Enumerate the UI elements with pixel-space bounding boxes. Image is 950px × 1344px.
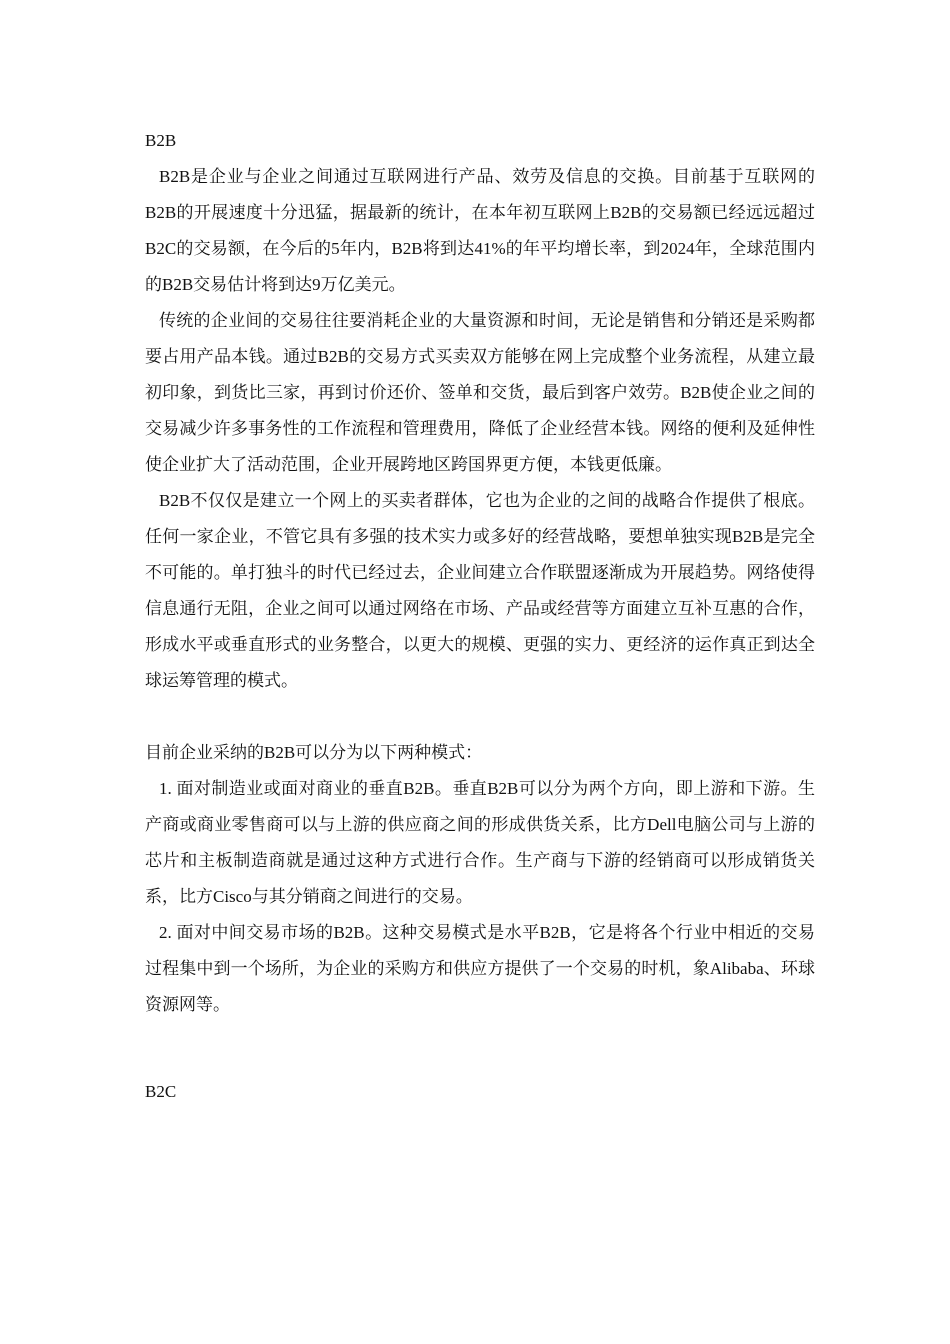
heading-b2b: B2B [145, 131, 177, 150]
list-item-mode-2: 2. 面对中间交易市场的B2B。这种交易模式是水平B2B，它是将各个行业中相近的交易过程集中到一个场所，为企业的采购方和供应方提供了一个交易的时机，象Alibaba、环球资源网等。 [145, 923, 815, 1014]
paragraph-traditional-trade: 传统的企业间的交易往往要消耗企业的大量资源和时间，无论是销售和分销还是采购都要占用产品本钱。通过B2B的交易方式买卖双方能够在网上完成整个业务流程，从建立最初印象，到货比三家，再到讨价还价、签单和交货，最后到客户效劳。B2B使企业之间的交易减少许多事务性的工作流程和管理费用，降低了企业经营本钱。网络的便利及延伸性使企业扩大了活动范围，企业开展跨地区跨国界更方便，本钱更低廉。 [145, 311, 815, 474]
heading-b2c: B2C [145, 1082, 177, 1101]
paragraph-spacer [145, 699, 815, 735]
paragraph-strategic-cooperation: B2B不仅仅是建立一个网上的买卖者群体，它也为企业的之间的战略合作提供了根底。任何一家企业，不管它具有多强的技术实力或多好的经营战略，要想单独实现B2B是完全不可能的。单打独斗的时代已经过去，企业间建立合作联盟逐渐成为开展趋势。网络使得信息通行无阻，企业之间可以通过网络在市场、产品或经营等方面建立互补互惠的合作，形成水平或垂直形式的业务整合，以更大的规模、更强的实力、更经济的运作真正到达全球运筹管理的模式。 [145, 491, 815, 690]
section-spacer [145, 1023, 815, 1074]
document-body [145, 123, 815, 1110]
list-item-mode-1: 1. 面对制造业或面对商业的垂直B2B。垂直B2B可以分为两个方向，即上游和下游。生产商或商业零售商可以与上游的供应商之间的形成供货关系，比方Dell电脑公司与上游的芯片和主板制造商就是通过这种方式进行合作。生产商与下游的经销商可以形成销货关系，比方Cisco与其分销商之间进行的交易。 [145, 779, 815, 906]
paragraph-modes-intro: 目前企业采纳的B2B可以分为以下两种模式： [145, 743, 483, 762]
paragraph-b2b-definition: B2B是企业与企业之间通过互联网进行产品、效劳及信息的交换。目前基于互联网的B2B的开展速度十分迅猛，据最新的统计，在本年初互联网上B2B的交易额已经远远超过B2C的交易额，在今后的5年内，B2B将到达41%的年平均增长率，到2024年，全球范围内的B2B交易估计将到达9万亿美元。 [145, 167, 815, 294]
